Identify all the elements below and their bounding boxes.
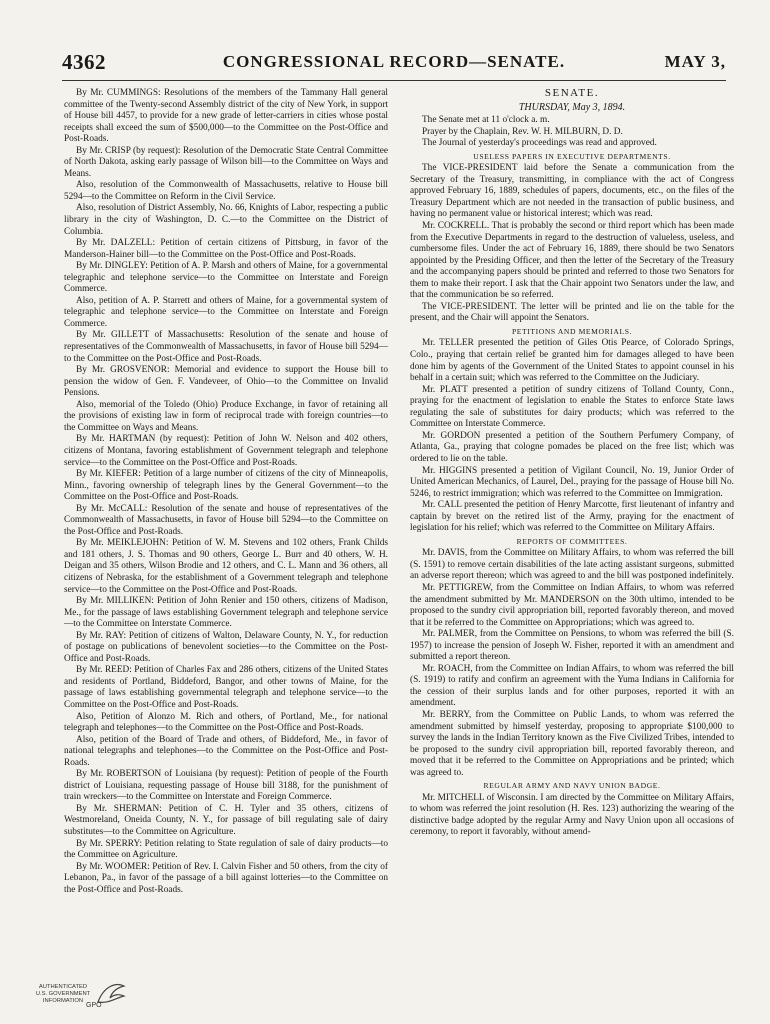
left-paragraph: By Mr. MEIKLEJOHN: Petition of W. M. Stevens and 102 others, Frank Childs and 181 others, J. S. Thomas and 90 others, George L. Burr and 40 others, W. H. Deigan and 35 others, Wilson Brodie and 12 others, and C. L. Mann and 36 others, all citizens of Nebraska, for the establishment of a Government telegraph and telephone service—to the Committee on the Post-Office and Post-Roads.	[64, 538, 388, 595]
badge-paragraph: Mr. MITCHELL of Wisconsin. I am directed by the Committee on Military Affairs, to whom was referred the joint resolution (H. Res. 123) authorizing the wearing of the distinctive badge adopted by the regular Army and Navy Union upon all occasions of ceremony, to report it favorably, without amend-	[410, 792, 734, 838]
gpo-authentication-seal	[28, 980, 138, 1016]
subheading-badge: REGULAR ARMY AND NAVY UNION BADGE.	[483, 781, 661, 791]
left-paragraph: By Mr. DALZELL: Petition of certain citizens of Pittsburg, in favor of the Manderson-Hainer bill—to the Committee on the Post-Office and Post-Roads.	[64, 238, 388, 260]
useless-paragraph: The VICE-PRESIDENT laid before the Senate a communication from the Secretary of the Treasury, transmitting, in compliance with the act of Congress approved February 16, 1889, schedules of papers, documents, etc., on the files of the Treasury Department which are not needed in the transaction of public business, and having no permanent value or historical interest; which was read.	[410, 163, 734, 220]
running-title: CONGRESSIONAL RECORD—SENATE.	[222, 52, 566, 71]
useless-paragraph: Mr. COCKRELL. That is probably the second or third report which has been made from the Executive Departments in regard to the destruction of valueless, useless, and cumbersome files. Under the act of February 16, 1889, there should be two Senators appointed by the Presiding Officer, and then the letter of the Secretary of the Treasury and the accompanying papers should be printed and referred to those two Senators for them to make their report. I ask that the Chair appoint two Senators under the law, and that the communication be so referred.	[410, 221, 734, 301]
gpo-label: GPO	[86, 1002, 102, 1009]
left-paragraph: By Mr. HARTMAN (by request): Petition of John W. Nelson and 402 others, citizens of Montana, favoring establishment of Government telegraph and telephone service—to the Committee on the Post-Office and Post-Roads.	[64, 434, 388, 468]
left-paragraph: By Mr. CUMMINGS: Resolutions of the members of the Tammany Hall general committee of the Twenty-second Assembly district of the city of New York, in support of House bill 4457, to provide for a new grade of letter-carriers in cities whose postal receipts shall exceed the sum of $500,000—to the Committee on the Post-Office and Post-Roads.	[64, 88, 388, 145]
left-paragraph: By Mr. GILLETT of Massachusetts: Resolution of the senate and house of representatives of the Commonwealth of Massachusetts, in favor of House bill 5294—to the Committee on the Post-Office and Post-Roads.	[64, 330, 388, 364]
left-paragraph: By Mr. ROBERTSON of Louisiana (by request): Petition of people of the Fourth district of Louisiana, requesting passage of House bill 3188, for the punishment of train wreckers—to the Committee on Interstate and Foreign Commerce.	[64, 769, 388, 803]
opening-paragraph: The Senate met at 11 o'clock a. m.	[422, 115, 550, 126]
subheading-petitions: PETITIONS AND MEMORIALS.	[511, 326, 633, 336]
left-paragraph: Also, resolution of District Assembly, No. 66, Knights of Labor, respecting a public library in the city of Washington, D. C.—to the Committee on the District of Columbia.	[64, 203, 388, 237]
left-paragraph: By Mr. DINGLEY: Petition of A. P. Marsh and others of Maine, for a governmental telegraphic and telephone service—to the Committee on Interstate and Foreign Commerce.	[64, 261, 388, 295]
running-date: MAY 3,	[664, 52, 726, 71]
left-paragraph: Also, memorial of the Toledo (Ohio) Produce Exchange, in favor of retaining all the provisions of existing law in form of reciprocal trade with foreign countries—to the Committee on Ways and Means.	[64, 399, 388, 433]
left-column	[64, 88, 388, 896]
petition-paragraph: Mr. GORDON presented a petition of the Southern Perfumery Company, of Atlanta, Ga., praying that cologne pomades be placed on the free list; which was ordered to lie on the table.	[410, 430, 734, 464]
useless-paragraph: The VICE-PRESIDENT. The letter will be printed and lie on the table for the present, and the Chair will appoint the Senators.	[410, 301, 734, 324]
left-paragraph: By Mr. McCALL: Resolution of the senate and house of representatives of the Commonwealth of Massachusetts, in favor of House bill 5294—to the Committee on the Post-Office and Post-Roads.	[64, 503, 388, 537]
left-paragraph: By Mr. SPERRY: Petition relating to State regulation of sale of dairy products—to the Committee on Agriculture.	[64, 838, 388, 861]
auth-line: INFORMATION	[42, 998, 84, 1004]
report-paragraph: Mr. PETTIGREW, from the Committee on Indian Affairs, to whom was referred the amendment submitted by Mr. MANDERSON on the 30th ultimo, intended to be proposed to the sundry civil appropriation bill, reported favorably thereon, and moved that it be referred to the Committee on Appropriations; which was agreed to.	[410, 582, 734, 628]
report-paragraph: Mr. DAVIS, from the Committee on Military Affairs, to whom was referred the bill (S. 1591) to remove certain disabilities of the late acting assistant surgeons, submitted an adverse report thereon; which was agreed to and the bill was postponed indefinitely.	[410, 548, 734, 582]
left-paragraph: By Mr. CRISP (by request): Resolution of the Democratic State Central Committee of North Dakota, asking early passage of Wilson bill—to the Committee on Ways and Means.	[64, 145, 388, 179]
page-header	[62, 50, 726, 78]
left-paragraph: Also, Petition of Alonzo M. Rich and others, of Portland, Me., for national telegraph and telephones—to the Committee on the Post-Office and Post-Roads.	[64, 711, 388, 734]
report-paragraph: Mr. BERRY, from the Committee on Public Lands, to whom was referred the amendment submitted by himself yesterday, proposing to appropriate $100,000 to survey the lands in the Indian Territory known as the Five Civilized Tribes, intended to be proposed to the sundry civil appropriation bill, reported favorably thereon, and moved that it be referred to the Committee on Appropriations and be printed; which was agreed to.	[410, 709, 734, 778]
left-paragraph: By Mr. MILLIKEN: Petition of John Renier and 150 others, citizens of Madison, Me., for the passage of laws establishing Government telegraph and telephone service—to the Committee on Interstate Commerce.	[64, 596, 388, 630]
right-column	[410, 88, 734, 839]
left-paragraph: By Mr. WOOMER: Petition of Rev. I. Calvin Fisher and 50 others, from the city of Lebanon, Pa., in favor of the passage of a bill against lotteries—to the Committee on the Post-Office and Post-Roads.	[64, 861, 388, 895]
left-paragraph: By Mr. GROSVENOR: Memorial and evidence to support the House bill to pension the widow of Gen. F. Vandeveer, of Ohio—to the Committee on Invalid Pensions.	[64, 365, 388, 399]
left-paragraph: By Mr. REED: Petition of Charles Fax and 286 others, citizens of the United States and residents of Portland, Biddeford, Bangor, and other towns of Maine, for the passage of laws establishing governmental telegraph and telephone service—to the Committee on the Post-Office and Post-Roads.	[64, 665, 388, 710]
left-paragraph: Also, resolution of the Commonwealth of Massachusetts, relative to House bill 5294—to the Committee on Reform in the Civil Service.	[64, 180, 388, 202]
left-paragraph: Also, petition of A. P. Starrett and others of Maine, for a governmental system of telegraphic and telephone service—to the Committee on Interstate and Foreign Commerce.	[64, 295, 388, 329]
petition-paragraph: Mr. HIGGINS presented a petition of Vigilant Council, No. 19, Junior Order of United American Mechanics, of Laurel, Del., praying for the passage of House bill No. 5246, to restrict immigration; which was referred to the Committee on Immigration.	[410, 465, 734, 499]
left-paragraph: Also, petition of the Board of Trade and others, of Biddeford, Me., in favor of national telegraphs and telephones—to the Committee on the Post-Office and Post-Roads.	[64, 734, 388, 768]
report-paragraph: Mr. ROACH, from the Committee on Indian Affairs, to whom was referred the bill (S. 1919) to ratify and confirm an agreement with the Yuma Indians in California for the cession of their surplus lands and for other purposes, reported it with an amendment.	[410, 663, 734, 709]
subheading-reports: REPORTS OF COMMITTEES.	[516, 536, 628, 546]
subheading-useless-papers: USELESS PAPERS IN EXECUTIVE DEPARTMENTS.	[473, 151, 671, 161]
petition-paragraph: Mr. PLATT presented a petition of sundry citizens of Tolland County, Conn., praying for the enactment of legislation to enable the States to enforce State laws regulating the sale of substitutes for dairy products; which was referred to the Committee on Interstate Commerce.	[410, 384, 734, 430]
petition-paragraph: Mr. TELLER presented the petition of Giles Otis Pearce, of Colorado Springs, Colo., praying that certain relief be granted him for damages alleged to have been done him by agents of the Government of the United States to appoint counsel in his behalf in a certain suit; which was referred to the Committee on the Judiciary.	[410, 338, 734, 384]
left-paragraph: By Mr. RAY: Petition of citizens of Walton, Delaware County, N. Y., for reduction of postage on publications of benevolent societies—to the Committee on the Post-Office and Post-Roads.	[64, 630, 388, 664]
opening-paragraph: The Journal of yesterday's proceedings was read and approved.	[422, 138, 657, 149]
auth-line: AUTHENTICATED	[38, 984, 88, 990]
left-paragraph: By Mr. KIEFER: Petition of a large number of citizens of the city of Minneapolis, Minn., favoring ownership of telegraph lines by the General Government—to the Committee on the Post-Office and Post-Roads.	[64, 469, 388, 503]
opening-paragraph: Prayer by the Chaplain, Rev. W. H. MILBURN, D. D.	[422, 126, 623, 137]
petition-paragraph: Mr. CALL presented the petition of Henry Marcotte, first lieutenant of infantry and captain by brevet on the retired list of the Army, praying for the enactment of legislation for his relief; which was referred to the Committee on Military Affairs.	[410, 500, 734, 534]
left-paragraph: By Mr. SHERMAN: Petition of C. H. Tyler and 35 others, citizens of Westmoreland, Oneida County, N. Y., for passage of bill regulating sale of dairy substitutes—to the Committee on Agriculture.	[64, 803, 388, 837]
header-rule	[62, 80, 726, 81]
page-number: 4362	[62, 50, 106, 74]
auth-line: U.S. GOVERNMENT	[35, 991, 91, 997]
report-paragraph: Mr. PALMER, from the Committee on Pensions, to whom was referred the bill (S. 1957) to increase the pension of Joseph W. Fisher, reported it with an amendment and submitted a report thereon.	[410, 629, 734, 663]
section-title: SENATE.	[544, 87, 600, 99]
day-line: THURSDAY, May 3, 1894.	[518, 101, 626, 113]
